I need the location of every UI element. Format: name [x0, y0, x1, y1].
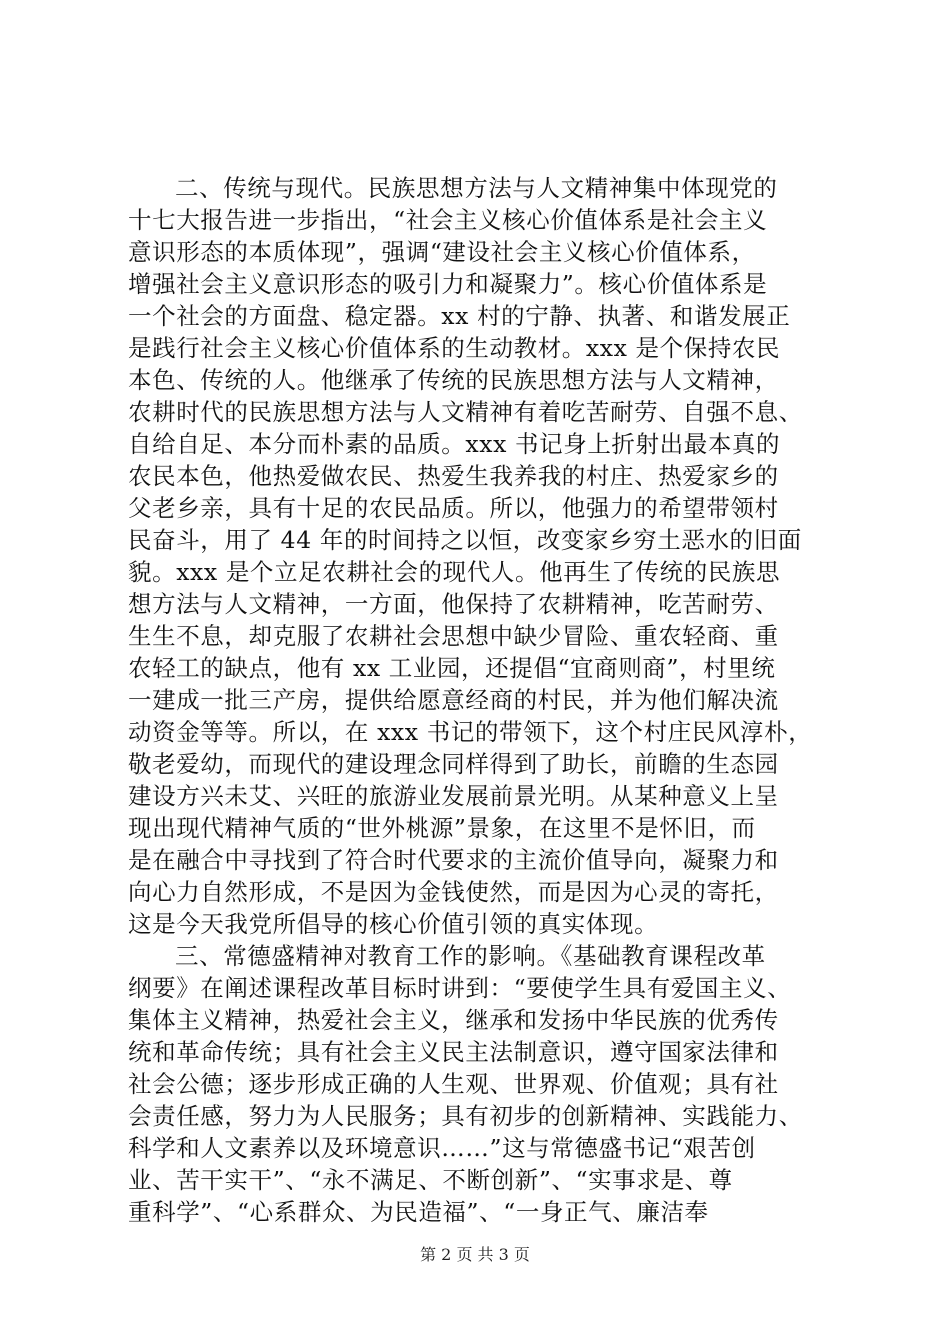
text-line: 农耕时代的民族思想方法与人文精神有着吃苦耐劳、自强不息、	[128, 398, 803, 426]
text-line: 重科学”、“心系群众、为民造福”、“一身正气、廉洁奉	[128, 1198, 709, 1226]
text-line: 业、苦干实干”、“永不满足、不断创新”、“实事求是、尊	[128, 1166, 733, 1194]
text-line: 敬老爱幼，而现代的建设理念同样得到了助长，前瞻的生态园	[128, 750, 779, 778]
text-line: 农轻工的缺点，他有 xx 工业园，还提倡“宜商则商”，村里统	[128, 654, 776, 682]
text-line: 想方法与人文精神，一方面，他保持了农耕精神，吃苦耐劳、	[128, 590, 779, 618]
text-line: 十七大报告进一步指出，“社会主义核心价值体系是社会主义	[128, 206, 768, 234]
text-line: 是践行社会主义核心价值体系的生动教材。xxx 是个保持农民	[128, 334, 781, 362]
text-line: 貌。xxx 是个立足农耕社会的现代人。他再生了传统的民族思	[128, 558, 781, 586]
text-line: 科学和人文素养以及环境意识……”这与常德盛书记“艰苦创	[128, 1134, 756, 1162]
document-body	[128, 172, 848, 1228]
text-line: 统和革命传统；具有社会主义民主法制意识，遵守国家法律和	[128, 1038, 779, 1066]
text-line: 二、传统与现代。民族思想方法与人文精神集中体现党的	[175, 174, 778, 202]
text-line: 父老乡亲，具有十足的农民品质。所以，他强力的希望带领村	[128, 494, 779, 522]
text-line: 自给自足、本分而朴素的品质。xxx 书记身上折射出最本真的	[128, 430, 781, 458]
text-line: 农民本色，他热爱做农民、热爱生我养我的村庄、热爱家乡的	[128, 462, 779, 490]
text-line: 是在融合中寻找到了符合时代要求的主流价值导向，凝聚力和	[128, 846, 779, 874]
text-line: 增强社会主义意识形态的吸引力和凝聚力”。核心价值体系是	[128, 270, 768, 298]
text-line: 意识形态的本质体现”，强调“建设社会主义核心价值体系，	[128, 238, 756, 266]
text-line: 三、常德盛精神对教育工作的影响。《基础教育课程改革	[175, 942, 766, 970]
text-line: 一建成一批三产房，提供给愿意经商的村民，并为他们解决流	[128, 686, 779, 714]
text-line: 建设方兴未艾、兴旺的旅游业发展前景光明。从某种意义上呈	[128, 782, 779, 810]
text-line: 本色、传统的人。他继承了传统的民族思想方法与人文精神，	[128, 366, 779, 394]
text-line: 民奋斗，用了 44 年的时间持之以恒，改变家乡穷土恶水的旧面	[128, 526, 802, 554]
text-line: 社会公德；逐步形成正确的人生观、世界观、价值观；具有社	[128, 1070, 779, 1098]
text-line: 向心力自然形成，不是因为金钱使然，而是因为心灵的寄托，	[128, 878, 779, 906]
text-line: 一个社会的方面盘、稳定器。xx 村的宁静、执著、和谐发展正	[128, 302, 791, 330]
text-line: 现出现代精神气质的“世外桃源”景象，在这里不是怀旧，而	[128, 814, 756, 842]
text-line: 纲要》在阐述课程改革目标时讲到：“要使学生具有爱国主义、	[128, 974, 792, 1002]
text-line: 会责任感，努力为人民服务；具有初步的创新精神、实践能力、	[128, 1102, 803, 1130]
text-line: 集体主义精神，热爱社会主义，继承和发扬中华民族的优秀传	[128, 1006, 779, 1034]
text-line: 这是今天我党所倡导的核心价值引领的真实体现。	[128, 910, 659, 938]
text-line: 生生不息，却克服了农耕社会思想中缺少冒险、重农轻商、重	[128, 622, 779, 650]
page-footer: 第 2 页 共 3 页	[420, 1245, 530, 1264]
text-line: 动资金等等。所以，在 xxx 书记的带领下，这个村庄民风淳朴，	[128, 718, 813, 746]
